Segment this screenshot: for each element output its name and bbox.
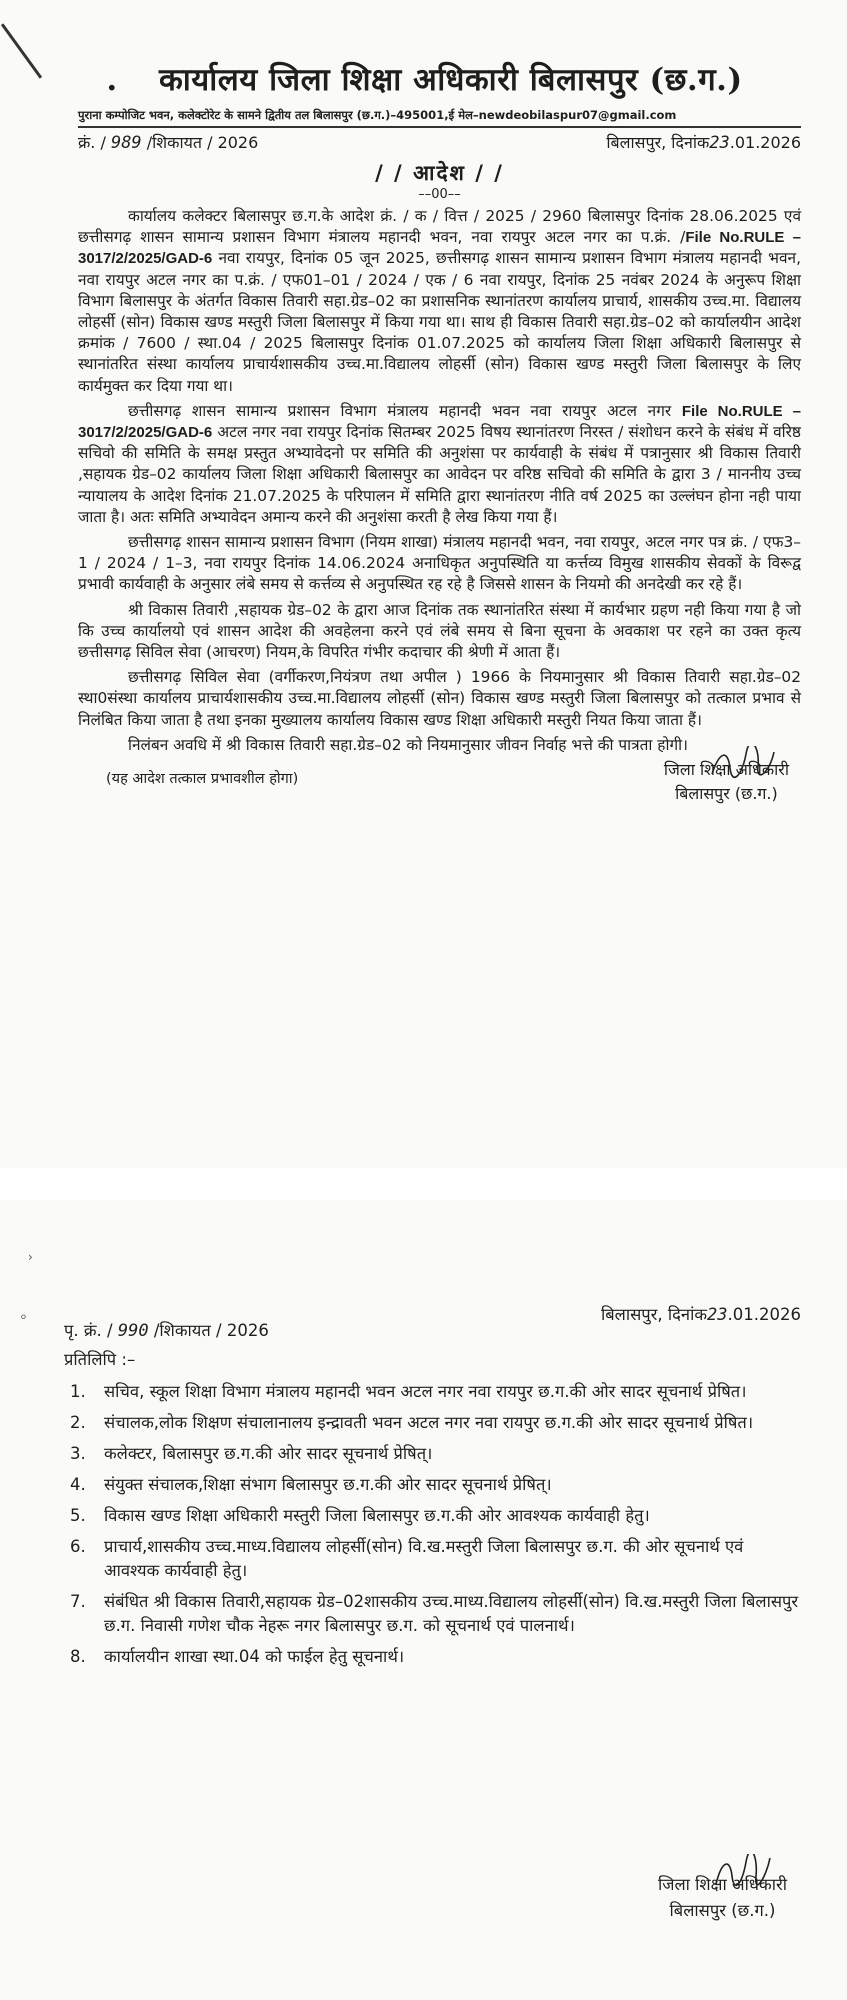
officer-signature [664, 758, 789, 806]
office-title [78, 0, 801, 100]
paragraph-1-text-a: कार्यालय कलेक्टर बिलासपुर छ.ग.के आदेश क्रं. / क / वित्त / 2025 / 2960 बिलासपुर दिनांक 28.06.2025 एवं छत्तीसगढ़ शासन सामान्य प्रशासन विभाग मंत्रालय महानदी भवन, नवा रायपुर अटल नगर का प.क्रं. / [78, 207, 801, 247]
paragraph-2 [78, 401, 801, 528]
paragraph-3: छत्तीसगढ़ शासन सामान्य प्रशासन विभाग (नियम शाखा) मंत्रालय महानदी भवन, नवा रायपुर, अटल नगर पत्र क्रं. / एफ3–1 / 2024 / 1–3, नवा रायपुर दिनांक 14.06.2024 अनाधिकृत अनुपस्थिति या कर्त्तव्य विमुख शासकीय सेवकों के विरूद्व प्रभावी कार्यवाही के अनुसार लंबे समय से कर्त्तव्य से अनुपस्थित रह रहे है जिससे शासन के नियमो की अनदेखी कर रहे हैं। [78, 533, 801, 594]
paragraph-1-text-b: नवा रायपुर, दिनांक 05 जून 2025, छत्तीसगढ़ शासन सामान्य प्रशासन विभाग मंत्रालय महानदी भवन, नवा रायपुर अटल नगर का प.क्रं. / एफ01–01 / 2024 / एक / 6 नवा रायपुर, दिनांक 25 नवंबर 2024 के अनुरूप शिक्षा विभाग बिलासपुर के अंतर्गत विकास तिवारी सहा.ग्रेड–02 का प्रशासनिक स्थानांतरण कार्यालय प्राचार्य, शासकीय उच्च.मा. विद्यालय लोहर्सी (सोन) विकास खण्ड मस्तुरी जिला बिलासपुर में किया गया था। साथ ही विकास तिवारी सहा.ग्रेड–02 को कार्यालयीन आदेश क्रमांक / 7600 / स्था.04 / 2025 बिलासपुर दिनांक 01.07.2025 को कार्यालय जिला शिक्षा अधिकारी बिलासपुर से स्थानांतरित संस्था कार्यालय प्राचार्यशासकीय उच्च.मा.विद्यालय लोहर्सी (सोन) विकास खण्ड मस्तुरी जिला बिलासपुर के लिए कार्यमुक्त कर दिया गया था। [78, 249, 801, 395]
list-item [64, 1380, 801, 1404]
reference-number [78, 131, 258, 153]
copy-reference-number [64, 1318, 269, 1341]
date-prefix: बिलासपुर, दिनांक [606, 133, 710, 152]
list-item-text: कलेक्टर, बिलासपुर छ.ग.की ओर सादर सूचनार्थ प्रेषित्। [104, 1444, 433, 1463]
file-number: File No.RULE – 3017/2/2025/GAD-6 [78, 402, 801, 442]
signature-scribble-icon [712, 1854, 772, 1888]
copy-signature [658, 1872, 787, 1924]
list-item [64, 1590, 801, 1638]
copy-date-handwritten-day: 23 [707, 1305, 728, 1325]
copy-date-suffix: .01.2026 [727, 1305, 801, 1324]
copy-signature-title: जिला शिक्षा अधिकारी [657, 1875, 787, 1894]
signature-scribble-icon [708, 746, 778, 780]
reference-suffix: /शिकायत / 2026 [146, 133, 259, 152]
office-address: पुराना कम्पोजिट भवन, कलेक्टोरेट के सामने द्वितीय तल बिलासपुर (छ.ग.)–495001,ई मेल–newdeobilaspur07@gmail.com [78, 108, 801, 128]
reference-handwritten-number: 989 [110, 133, 142, 153]
list-item-text: संबंधित श्री विकास तिवारी,सहायक ग्रेड–02शासकीय उच्च.माध्य.विद्यालय लोहर्सी(सोन) वि.ख.मस्तुरी जिला बिलासपुर छ.ग. निवासी गणेश चौक नेहरू नगर बिलासपुर छ.ग. को सूचनार्थ एवं पालनार्थ। [104, 1592, 799, 1635]
scan-mark: ⸰ [20, 1310, 27, 1324]
reference-row [78, 131, 801, 153]
list-item [64, 1442, 801, 1466]
copy-recipient-list [64, 1380, 801, 1669]
list-item-text: संयुक्त संचालक,शिक्षा संभाग बिलासपुर छ.ग.की ओर सादर सूचनार्थ प्रेषित्। [104, 1475, 552, 1494]
list-item-text: प्राचार्य,शासकीय उच्च.माध्य.विद्यालय लोहर्सी(सोन) वि.ख.मस्तुरी जिला बिलासपुर छ.ग. की ओर सूचनार्थ एवं आवश्यक कार्यवाही हेतु। [104, 1537, 744, 1580]
copy-reference-row [64, 1302, 801, 1341]
signature-block [78, 758, 801, 848]
scan-mark: › [28, 1250, 33, 1264]
list-item-text: कार्यालयीन शाखा स्था.04 को फाईल हेतु सूचनार्थ। [104, 1647, 405, 1666]
paragraph-1 [78, 206, 801, 397]
list-item [64, 1645, 801, 1669]
signature-title: जिला शिक्षा अधिकारी [663, 760, 789, 780]
list-item-text: सचिव, स्कूल शिक्षा विभाग मंत्रालय महानदी भवन अटल नगर नवा रायपुर छ.ग.की ओर सादर सूचनार्थ प्रेषित। [104, 1382, 747, 1401]
list-item-number: 8. [70, 1647, 86, 1666]
paragraph-4: श्री विकास तिवारी ,सहायक ग्रेड–02 के द्वारा आज दिनांक तक स्थानांतरित संस्था में कार्यभार ग्रहण नही किया गया है जो कि उच्च कार्यालयो एवं शासन आदेश की अवहेलना करने एवं लंबे समय से बिना सूचना के अवकाश पर रहने का उक्त कृत्य छत्तीसगढ़ सिविल सेवा (आचरण) नियम,के विपरित गंभीर कदाचार की श्रेणी में आता हैं। [78, 600, 801, 662]
date-suffix: .01.2026 [729, 133, 801, 152]
list-item-number: 5. [70, 1506, 86, 1525]
title-dot: . [106, 62, 118, 98]
list-item-number: 6. [70, 1537, 86, 1556]
office-title-text: कार्यालय जिला शिक्षा अधिकारी बिलासपुर (छ.ग.) [158, 62, 743, 98]
copy-signature-place: बिलासपुर (छ.ग.) [669, 1901, 776, 1920]
copy-date-prefix: बिलासपुर, दिनांक [600, 1305, 708, 1324]
reference-prefix: क्रं. / [78, 133, 106, 152]
copy-reference-handwritten-number: 990 [117, 1321, 149, 1341]
file-number: File No.RULE – 3017/2/2025/GAD-6 [78, 229, 801, 268]
list-item [64, 1535, 801, 1583]
page-separator [0, 1168, 847, 1200]
copy-page [0, 1200, 847, 2000]
copy-date [601, 1302, 801, 1341]
list-item-number: 1. [70, 1382, 86, 1401]
paragraph-2-text-b: अटल नगर नवा रायपुर दिनांक सितम्बर 2025 विषय स्थानांतरण निरस्त / संशोधन करने के संबंध में वरिष्ठ सचिवो की समिति के समक्ष प्रस्तुत अभ्यावेदनो पर समिति की अनुशंसा पर कार्यवाही के संबंध में पत्रानुसार श्री विकास तिवारी ,सहायक ग्रेड–02 कार्यालय जिला शिक्षा अधिकारी बिलासपुर का आवेदन पर वरिष्ठ सचिवो की समिति के द्वारा 3 / माननीय उच्च न्यायालय के आदेश दिनांक 21.07.2025 के परिपालन में समिति द्वारा स्थानांतरण नीति वर्ष 2025 का उल्लंघन होना नही पाया जाता है। अतः समिति अभ्यावेदन अमान्य करने की अनुशंसा करती है लेख किया गया हैं। [78, 423, 801, 526]
list-item-text: विकास खण्ड शिक्षा अधिकारी मस्तुरी जिला बिलासपुर छ.ग.की ओर आवश्यक कार्यवाही हेतु। [104, 1506, 650, 1525]
list-item-number: 3. [70, 1444, 86, 1463]
paragraph-5: छत्तीसगढ़ सिविल सेवा (वर्गीकरण,नियंत्रण तथा अपील ) 1966 के नियमानुसार श्री विकास तिवारी सहा.ग्रेड–02 स्था0संस्था कार्यालय प्राचार्यशासकीय उच्च.मा.विद्यालय लोहर्सी (सोन) विकास खण्ड मस्तुरी जिला बिलासपुर को तत्काल प्रभाव से निलंबित किया जाता है तथा इनका मुख्यालय कार्यालय विकास खण्ड शिक्षा अधिकारी मस्तुरी नियत किया जाता हैं। [78, 668, 801, 729]
list-item [64, 1473, 801, 1497]
order-date [606, 131, 801, 153]
list-item [64, 1504, 801, 1528]
order-effective-note: (यह आदेश तत्काल प्रभावशील होगा) [106, 771, 299, 788]
list-item-text: संचालक,लोक शिक्षण संचालानालय इन्द्रावती भवन अटल नगर नवा रायपुर छ.ग.की ओर सादर सूचनार्थ प्रेषित। [104, 1413, 754, 1432]
copy-heading: प्रतिलिपि :– [64, 1350, 136, 1369]
list-item [64, 1411, 801, 1435]
list-item-number: 4. [70, 1475, 86, 1494]
order-subtitle: ––00–– [418, 187, 461, 202]
paragraph-2-text-a: छत्तीसगढ़ शासन सामान्य प्रशासन विभाग मंत्रालय महानदी भवन नवा रायपुर अटल नगर [128, 401, 672, 420]
copy-reference-suffix: /शिकायत / 2026 [153, 1321, 269, 1340]
signature-place: बिलासपुर (छ.ग.) [675, 784, 778, 804]
order-title: / / आदेश / / [375, 161, 504, 185]
list-item-number: 7. [70, 1592, 86, 1611]
paragraph-6: निलंबन अवधि में श्री विकास तिवारी सहा.ग्रेड–02 को नियमानुसार जीवन निर्वाह भत्ते की पात्रता होगी। [128, 735, 688, 754]
date-handwritten-day: 23 [709, 133, 730, 153]
copy-reference-prefix: पृ. क्रं. / [64, 1321, 113, 1340]
pen-mark [1, 23, 42, 78]
list-item-number: 2. [70, 1413, 86, 1432]
